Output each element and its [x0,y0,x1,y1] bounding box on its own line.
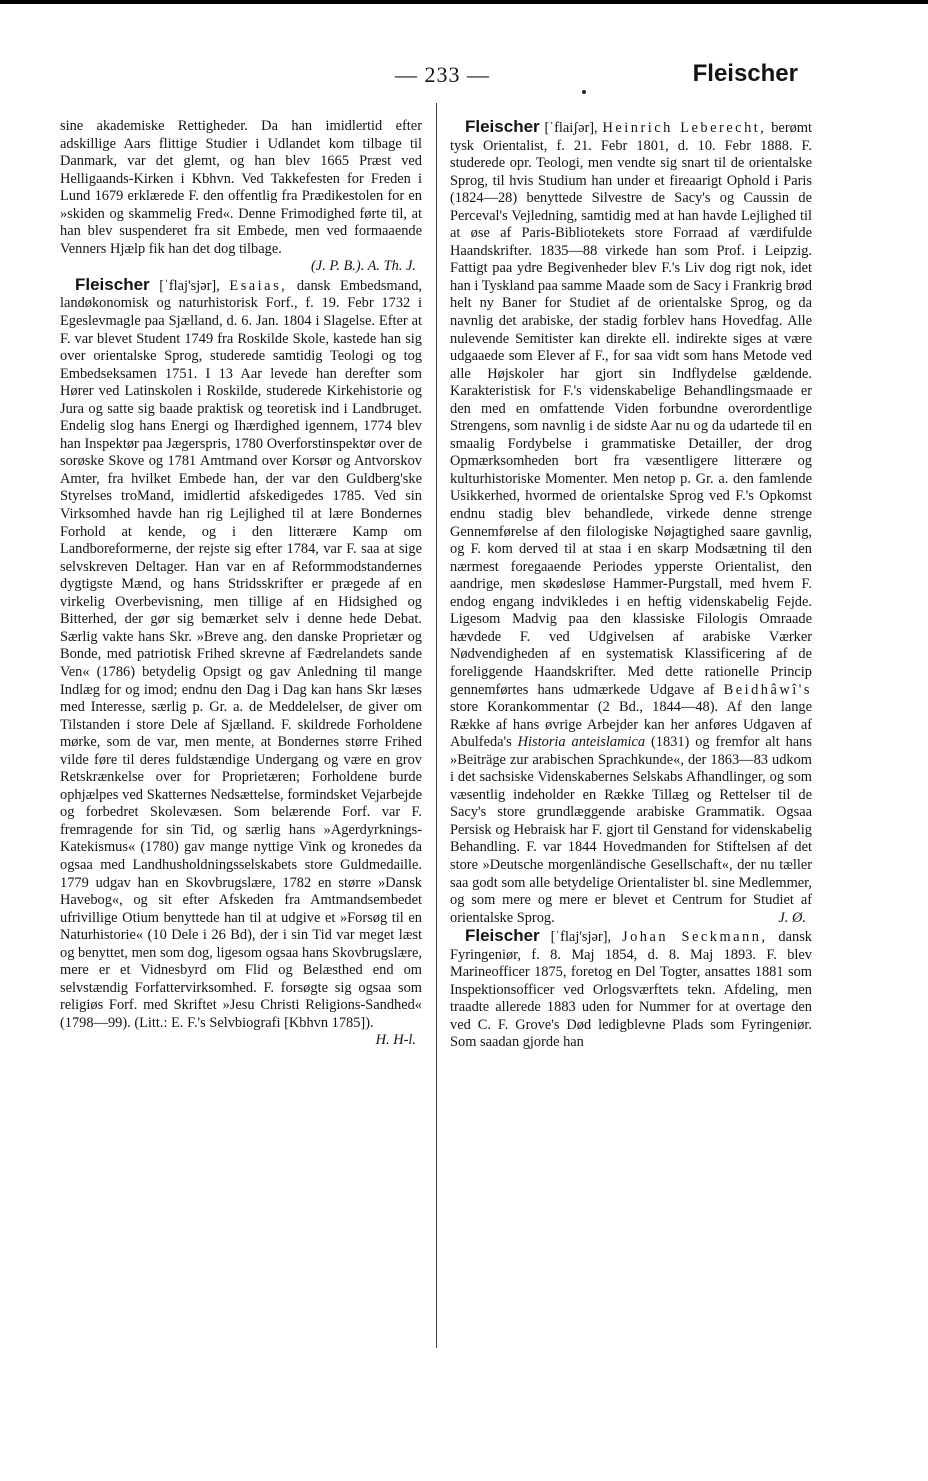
page-number: — 233 — [395,62,490,87]
entry-given-name: Heinrich Leberecht, [602,120,767,136]
entry-signature: J. Ø. [778,909,806,926]
continuation-paragraph [60,118,422,258]
continuation-signature: (J. P. B.). A. Th. J. [311,258,416,275]
beidhawi-name: Beidhâwî's [723,681,812,698]
left-column [60,118,422,1050]
running-head: Fleischer [692,60,798,87]
entry-text-end: (1831) og fremfor alt hans »Beiträge zur arabischen Sprachkunde«, der 1863—83 udkom i det sachsiske Videnskabernes Selskabs Afhandlinger, og som væsentlig indeholder en Række Tillæg og Rettelser til de Sacy's store grundlæggende arabiske Grammatik. Ogsaa Persisk og Hebraisk har F. gjort til Genstand for videnskabelig Behandling. F. var 1844 Hovedmanden for Stiftelsen af det store »Deutsche morgenländische Gesellschaft«, der nu tæller saa godt som alle betydelige Orientalister bl. sine Medlemmer, og som mere og mere er blevet et Centrum for Studiet af orientalske Sprog. [450,734,812,926]
header-dot [582,90,586,94]
column-divider [436,103,437,1348]
top-border [0,0,928,4]
entry-heinrich [450,118,812,927]
entry-pronunciation: [ˈflaj'sjər], [159,277,220,294]
entry-text: dansk Fyringeniør, f. 8. Maj 1854, d. 8. Maj 1893. F. blev Marineofficer 1875, foretog en Del Togter, ansattes 1881 som Inspektionsofficer ved Orlogsværftets tekn. Afdeling, men traadte allerede 1883 uden for Nummer for at overtage den ved C. F. Grove's Død ledigblevne Plads som Fyringeniør. Som saadan gjorde han [450,929,812,1051]
historia-title: Historia anteislamica [517,734,646,751]
entry-headword: Fleischer [75,274,150,294]
entry-text: dansk Embedsmand, landøkonomisk og naturhistorisk Forf., f. 19. Febr 1732 i Egeslevmagle paa Sjælland, d. 6. Jan. 1804 i Slagelse. Efter at F. var blevet Student 1749 fra Roskilde Skole, kastede han sig over orientalske Sprog, studerede samtidig Teologi og tog Embedseksamen 1751. I 13 Aar levede han derefter som Hører ved Latinskolen i Roskilde, studerede Kirkehistorie og Jura og satte sig baade praktisk og teoretisk ind i Landbruget. Endelig slog hans Energi og Ihærdighed igennem, 1774 blev han Inspektør paa Jægerspris, 1780 Overforstinspektør over de sorøske Skove og 1781 Amtmand over Korsør og Antvorskov Amter, fra hvilket Embede han, der var den Guldberg'ske Styrelses troMand, imidlertid afskedigedes 1785. Ved sin Virksomhed havde han rig Lejlighed til at lære Bondernes Forhold at kende, og i den litterære Kamp om Landboreformerne, der rejste sig efter 1784, var F. saa at sige selvskreven Deltager. Han var en af Reformmodstandernes dygtigste Mænd, og hans Stridsskrifter er prægede af en virkelig Overbevisning, men tillige af en Hidsighed og Bitterhed, der gør sig bemærket selv i denne hede Debat. Særlig vakte hans Skr. »Breve ang. den danske Proprietær og Bonde, med patriotisk Frihed skrevne af Fædrelandets sande Ven« (1786) betydelig Opsigt og gav Anledning til mange Indlæg for og imod; endnu den Dag i Dag kan hans Skr læses med Interesse, særlig p. Gr. a. de Meddelelser, de giver om Tilstanden i store Dele af Sjælland. F. skildrede Forholdene mørke, som de var, men mente, at Bondernes større Frihed vilde føre til deres fuldstændige Undergang og være en grov Retskrænkelse over for Proprietæren; Forholdene burde ophjælpes ved Skatternes Nedsættelse, formindsket Vejarbejde og forbedret Skolevæsen. Som belærende Forf. var F. fremragende for sin Tid, og særlig hans »Agerdyrknings-Katekismus« (1780) gav mange nyttige Vink og kronedes da ogsaa med Landhusholdningsselskabets store Guldmedaille. 1779 udgav han en Skovbrugslære, 1782 en større »Dansk Havebog«, og sit efter Afskeden fra Amtmandsembedet ufrivillige Otium benyttede han til at udgive et »Forsøg til en Naturhistorie« (10 Dele i 26 Bd), der i sin Tid var meget læst og benyttet, men som dog, ligesom ogsaa hans Skovbrugslære, mere er et Vidnesbyrd om Flid og Belæsthed end om selvstændig Forfattervirksomhed. F. forsøgte sig ogsaa som religiøs Forf. med Skriftet »Jesu Christi Religions-Sandhed« (1798—99). (Litt.: E. F.'s Selvbiografi [Kbhvn 1785]). [60,277,422,1031]
entry-signature: H. H-l. [375,1032,416,1049]
entry-text-mid: store Korankommentar (2 Bd., 1844—48). Af den lange Række af hans øvrige Arbejder kan her anføres Udgaven af Abulfeda's [450,699,812,751]
entry-headword: Fleischer [465,926,540,946]
entry-given-name: Esaias, [229,277,288,294]
right-column [450,118,812,1052]
entry-text: berømt tysk Orientalist, f. 21. Febr 1801, d. 10. Febr 1888. F. studerede opr. Teologi, men vendte sig snart til de orientalske Sprog, til hvis Studium han under et fireaarigt Ophold i Paris (1824—28) benyttede Silvestre de Sacy's og Caussin de Perceval's Vejledning, samtidig med at han havde Lejlighed til at øse af Paris-Bibliotekets store Forraad af værdifulde Haandskrifter. 1835—88 virkede han som Prof. i Leipzig. Fattigt paa ydre Begivenheder blev F.'s Liv dog rigt nok, idet han i Tyskland paa samme Maade som de Sacy i Frankrig brød helt ny Baner for Studiet af de orientalske Sprog, og da navnlig det arabiske, der stadig forblev hans Hovedfag. Alle nulevende Semitister kan direkte ell. indirekte siges at være udgaaede som Elever af F., for saa vidt som hans Metode ved alle Højskoler har gjort sin Indflydelse gældende. Karakteristisk for F.'s videnskabelige Behandlingsmaade er den med en omfattende Viden forbundne overordentlige Strengens, som navnlig i de sidste Aar nu og da udartede til en smaalig Fordybelse i grammatiske Detailler, der drog Opmærksomheden bort fra væsentligere litterære og kulturhistoriske Momenter. Men netop p. Gr. a. den famlende Usikkerhed, hvormed de orientalske Sprog ved F.'s Opkomst endnu stadig blev behandlede, virkede denne strenge Gennemførelse af den filologiske Nøjagtighed saare gavnlig, og F. kom derved til at staa i en skarp Modsætning til den nærmest foregaaende Periodes ypperste Orientalist, den aandrige, men skødesløse Hammer-Purgstall, med hvem F. endog engang indvikledes i en heftig videnskabelig Fejde. Ligesom Madvig paa den klassiske Filologis Omraade hævdede F. ved Udgivelsen af arabiske Værker Nødvendigheden af en systematisk Klassificering af de foreliggende Haandskrifter. Med dette rationelle Princip gennemførtes hans udmærkede Udgave af [450,120,813,698]
entry-esaias [60,274,422,1049]
entry-pronunciation: [ˈflaj'sjər], [550,929,612,946]
continuation-text: sine akademiske Rettigheder. Da han imidlertid efter adskillige Aars flittige Studier i Udlandet kom tilbage til Danmark, var det glemt, og han blev 1665 Præst ved Helligaands-Kirken i Kbhvn. Ved Takkefesten for Freden i Lund 1679 erklærede F. den offentlig fra Prædikestolen for en »skiden og skammelig Fred«. Denne Frimodighed førte til, at han blev suspenderet fra sit Embede, men ved formaaende Venners Hjælp fik han det dog tilbage. [60,118,422,257]
entry-given-name: Johan Seckmann, [622,929,768,946]
entry-pronunciation: [ˈflaiʃər], [544,120,598,136]
entry-johan [450,927,812,1052]
entry-headword: Fleischer [465,117,540,136]
